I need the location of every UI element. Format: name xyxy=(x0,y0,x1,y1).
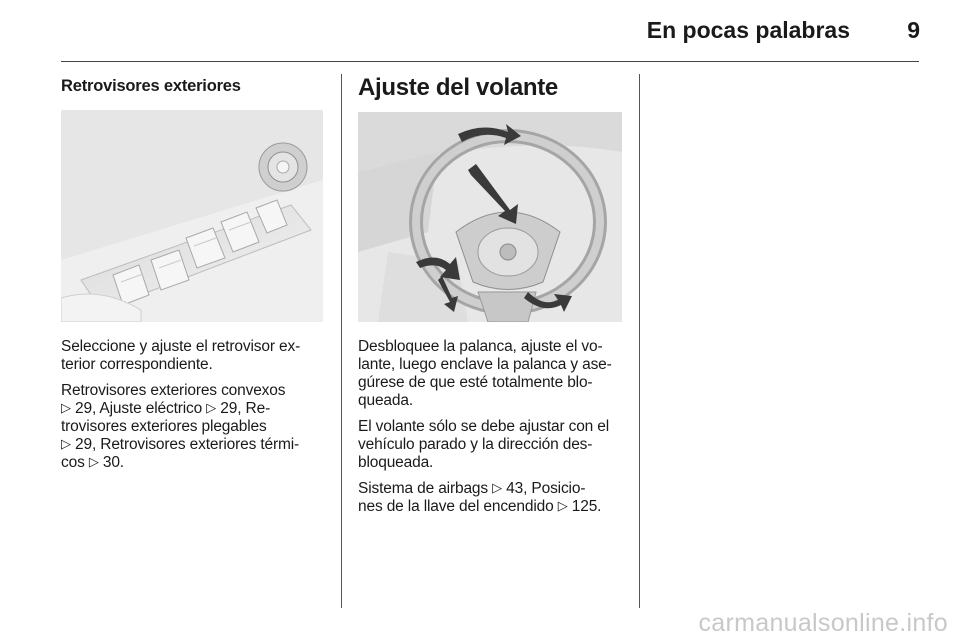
reference-arrow-icon: ▷ xyxy=(492,480,502,495)
steering-wheel-drawing xyxy=(358,112,622,322)
header-rule xyxy=(61,61,919,62)
column-divider-1 xyxy=(341,74,342,608)
right-column xyxy=(358,74,626,516)
mirror-references: Retrovisores exteriores convexos ▷ 29, Ajuste eléctrico ▷ 29, Re- trovisores exteriores plegables ▷ 29, Retrovisores exteriores térmi- cos ▷ 30. xyxy=(61,382,300,471)
mirror-switch-drawing xyxy=(61,110,323,322)
reference-link[interactable]: 125. xyxy=(567,498,602,515)
reference-arrow-icon: ▷ xyxy=(557,498,568,513)
reference-link[interactable]: 29, Re- xyxy=(216,400,271,417)
steering-instruction: Desbloquee la palanca, ajuste el vo- lante, luego enclave la palanca y ase- gúrese de que esté totalmente blo- queada. xyxy=(358,338,612,409)
reference-arrow-icon: ▷ xyxy=(206,400,217,415)
reference-arrow-icon: ▷ xyxy=(61,436,71,451)
steering-wheel-illustration xyxy=(358,112,622,322)
column-divider-2 xyxy=(639,74,640,608)
page-number: 9 xyxy=(907,17,920,43)
section-heading-mirrors: Retrovisores exteriores xyxy=(61,77,241,95)
mirror-instruction: Seleccione y ajuste el retrovisor ex- terior correspondiente. xyxy=(61,338,301,373)
reference-link[interactable]: 43, Posicio- xyxy=(502,480,586,497)
section-heading-steering: Ajuste del volante xyxy=(358,74,558,101)
watermark: carmanualsonline.info xyxy=(698,609,948,637)
reference-link[interactable]: 29, Retrovisores exteriores térmi- xyxy=(70,436,300,453)
left-column xyxy=(61,74,327,472)
steering-references: Sistema de airbags ▷ 43, Posicio- nes de la llave del encendido ▷ 125. xyxy=(358,480,602,515)
reference-link[interactable]: 30. xyxy=(98,454,124,471)
mirror-switch-illustration xyxy=(61,110,323,322)
reference-arrow-icon: ▷ xyxy=(61,400,71,415)
reference-arrow-icon: ▷ xyxy=(88,454,99,469)
reference-link[interactable]: 29, Ajuste eléctrico xyxy=(70,400,207,417)
steering-warning: El volante sólo se debe ajustar con el vehículo parado y la dirección des- bloqueada. xyxy=(358,418,610,471)
header-title: En pocas palabras xyxy=(646,17,850,43)
